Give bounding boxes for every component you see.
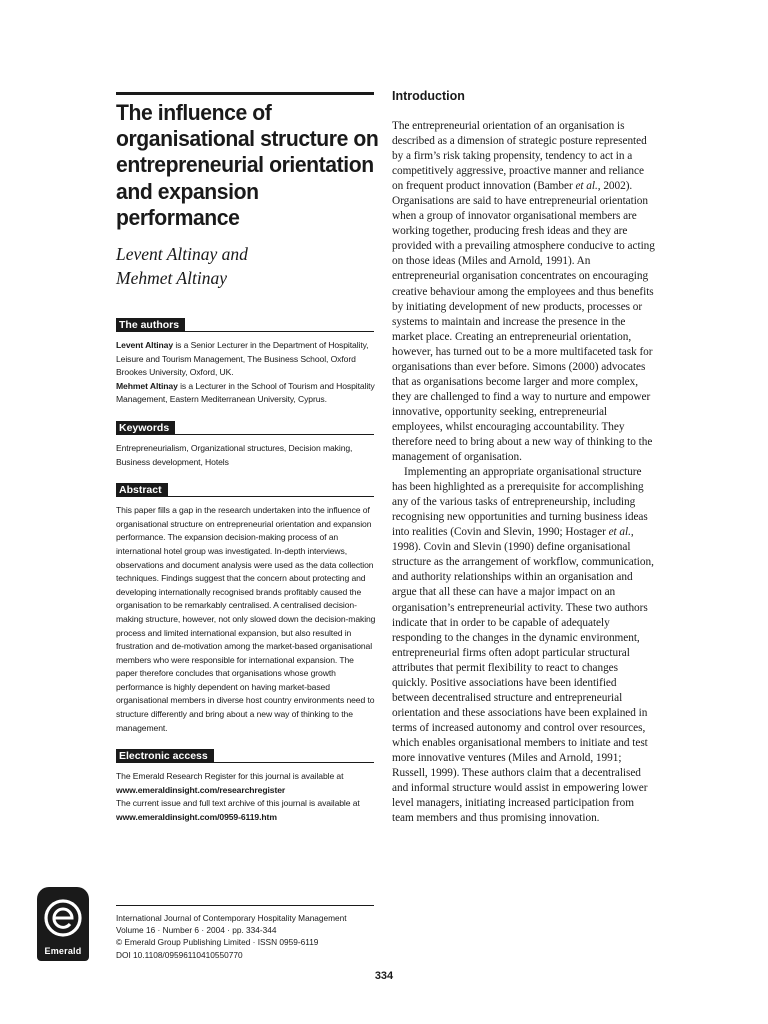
footer-rule	[116, 905, 374, 906]
paragraph-2: Implementing an appropriate organisational structure has been highlighted as a prerequisite for accomplishing any of the various tasks of entrepreneurship, including recognising new opportunities and turning business ideas into realities (Covin and Slevin, 1990; Hostager et al., 1998). Covin and Slevin (1990) define organisational structure as the arrangement of workflow, communication, and authority relationships within an organisation and argue that all these can have a major impact on an organisation’s entrepreneurial activity. These two authors indicate that in order to be capable of adequately responding to the changes in the dynamic environment, entrepreneurial firms often adopt particular structural attributes that permit flexibility to react to changes quickly. Positive associations have been identified between decentralised structure and entrepreneurial orientation and these associations have been explained in terms of increased autonomy and control over resources, which enables organisational members to initiate and test more innovative ventures (Miles and Arnold, 1991; Russell, 1999). These authors claim that a decentralised and informal structure would assist in empowering lower level managers, initiating increased participation from team members and thus promising innovation.	[392, 466, 654, 825]
access-url-1[interactable]: www.emeraldinsight.com/researchregister	[116, 784, 286, 795]
access-text	[116, 770, 376, 824]
access-text-1: The Emerald Research Register for this journal is available at	[116, 771, 344, 782]
introduction-heading: Introduction	[392, 89, 465, 103]
emerald-logo-text: Emerald	[44, 946, 82, 956]
emerald-logo	[37, 887, 89, 961]
access-url-2[interactable]: www.emeraldinsight.com/0959-6119.htm	[116, 812, 277, 823]
paragraph-1: The entrepreneurial orientation of an organisation is described as a dimension of strategic posture represented by a firm’s risk taking propensity, tendency to act in a competitively aggressive, proactive manner and reliance on frequent product innovation (Bamber et al., 2002). Organisations are said to have entrepreneurial orientation when a group of innovator organisational members are working together, producing fresh ideas and they are provided with a prevailing atmosphere conducive to acting on those ideas (Miles and Arnold, 1991). An entrepreneurial organisation concentrates on encouraging creative behaviour among the employees and thus benefits by initiating development of new products, processes or systems to maintain and increase the presence in the market place. Creating an entrepreneurial orientation, however, has turned out to be a more multifaceted task for organisations than ever before. Simons (2000) advocates that as organisations become larger and more complex, they are challenged to find a way to nurture and empower innovative, opportunity seeking, entrepreneurial employees, whilst encouraging accountability. They therefore need to bring about a new way of thinking to the management of organisation.	[392, 120, 655, 464]
abstract-tag: Abstract	[116, 483, 168, 497]
access-section-label	[116, 749, 376, 764]
footer-volume: Volume 16 · Number 6 · 2004 · pp. 334-344	[116, 925, 277, 936]
access-tag: Electronic access	[116, 749, 214, 763]
emerald-logo-icon	[37, 891, 89, 949]
access-text-2: The current issue and full text archive of this journal is available at	[116, 798, 360, 809]
keywords-tag: Keywords	[116, 421, 175, 435]
abstract-text: This paper fills a gap in the research undertaken into the influence of organisational structure on entrepreneurial orientation and expansion performance. The expansion decision-making process of an international hotel group was investigated. In-depth interviews, observations and document analysis were used as the data collection techniques. Findings suggest that the concern about protecting and developing internationally recognised brands profitably caused the organisation to be remarkably centralised. A centralised decision-making structure, however, not only slowed down the decision-making process and limited international expansion, but also resulted in frustration and de-motivation among the market-based organisational members who were responsible for international expansion. The paper therefore concludes that organisations whose growth performance is highly dependent on having market-based organisational members in diverse host country environments need to structure differently and bring about a new way of thinking to the management.	[116, 505, 376, 733]
authors-tag: The authors	[116, 318, 185, 332]
article-title: The influence of organisational structure on entrepreneurial orientation and expansion performance	[116, 100, 379, 230]
authors-text	[116, 339, 376, 407]
author-line-1: Levent Altinay and	[116, 244, 248, 265]
keywords-section-label	[116, 421, 376, 436]
author2-desc: is a Lecturer in the School of Tourism and Hospitality Management, Eastern Mediterranean University, Cyprus.	[116, 380, 375, 405]
title-rule	[116, 92, 374, 95]
keywords-text: Entrepreneurialism, Organizational structures, Decision making, Business development, Hotels	[116, 442, 353, 467]
author-line-2: Mehmet Altinay	[116, 268, 227, 289]
article-authors	[116, 242, 376, 290]
abstract-section-label	[116, 483, 376, 498]
article-body	[392, 88, 656, 826]
introduction-text	[392, 119, 656, 826]
author1-desc: is a Senior Lecturer in the Department of Hospitality, Leisure and Tourism Management, The Business School, Oxford Brookes University, Oxford, UK.	[116, 340, 369, 378]
footer-copyright: © Emerald Group Publishing Limited · ISSN 0959-6119	[116, 937, 319, 948]
journal-footer	[116, 912, 386, 961]
author2-name: Mehmet Altinay	[116, 380, 178, 391]
footer-journal: International Journal of Contemporary Hospitality Management	[116, 913, 347, 923]
footer-doi: DOI 10.1108/09596110410550770	[116, 949, 243, 960]
page-number: 334	[374, 970, 394, 982]
front-matter	[116, 92, 379, 825]
author1-name: Levent Altinay	[116, 340, 174, 351]
authors-section-label	[116, 318, 376, 333]
